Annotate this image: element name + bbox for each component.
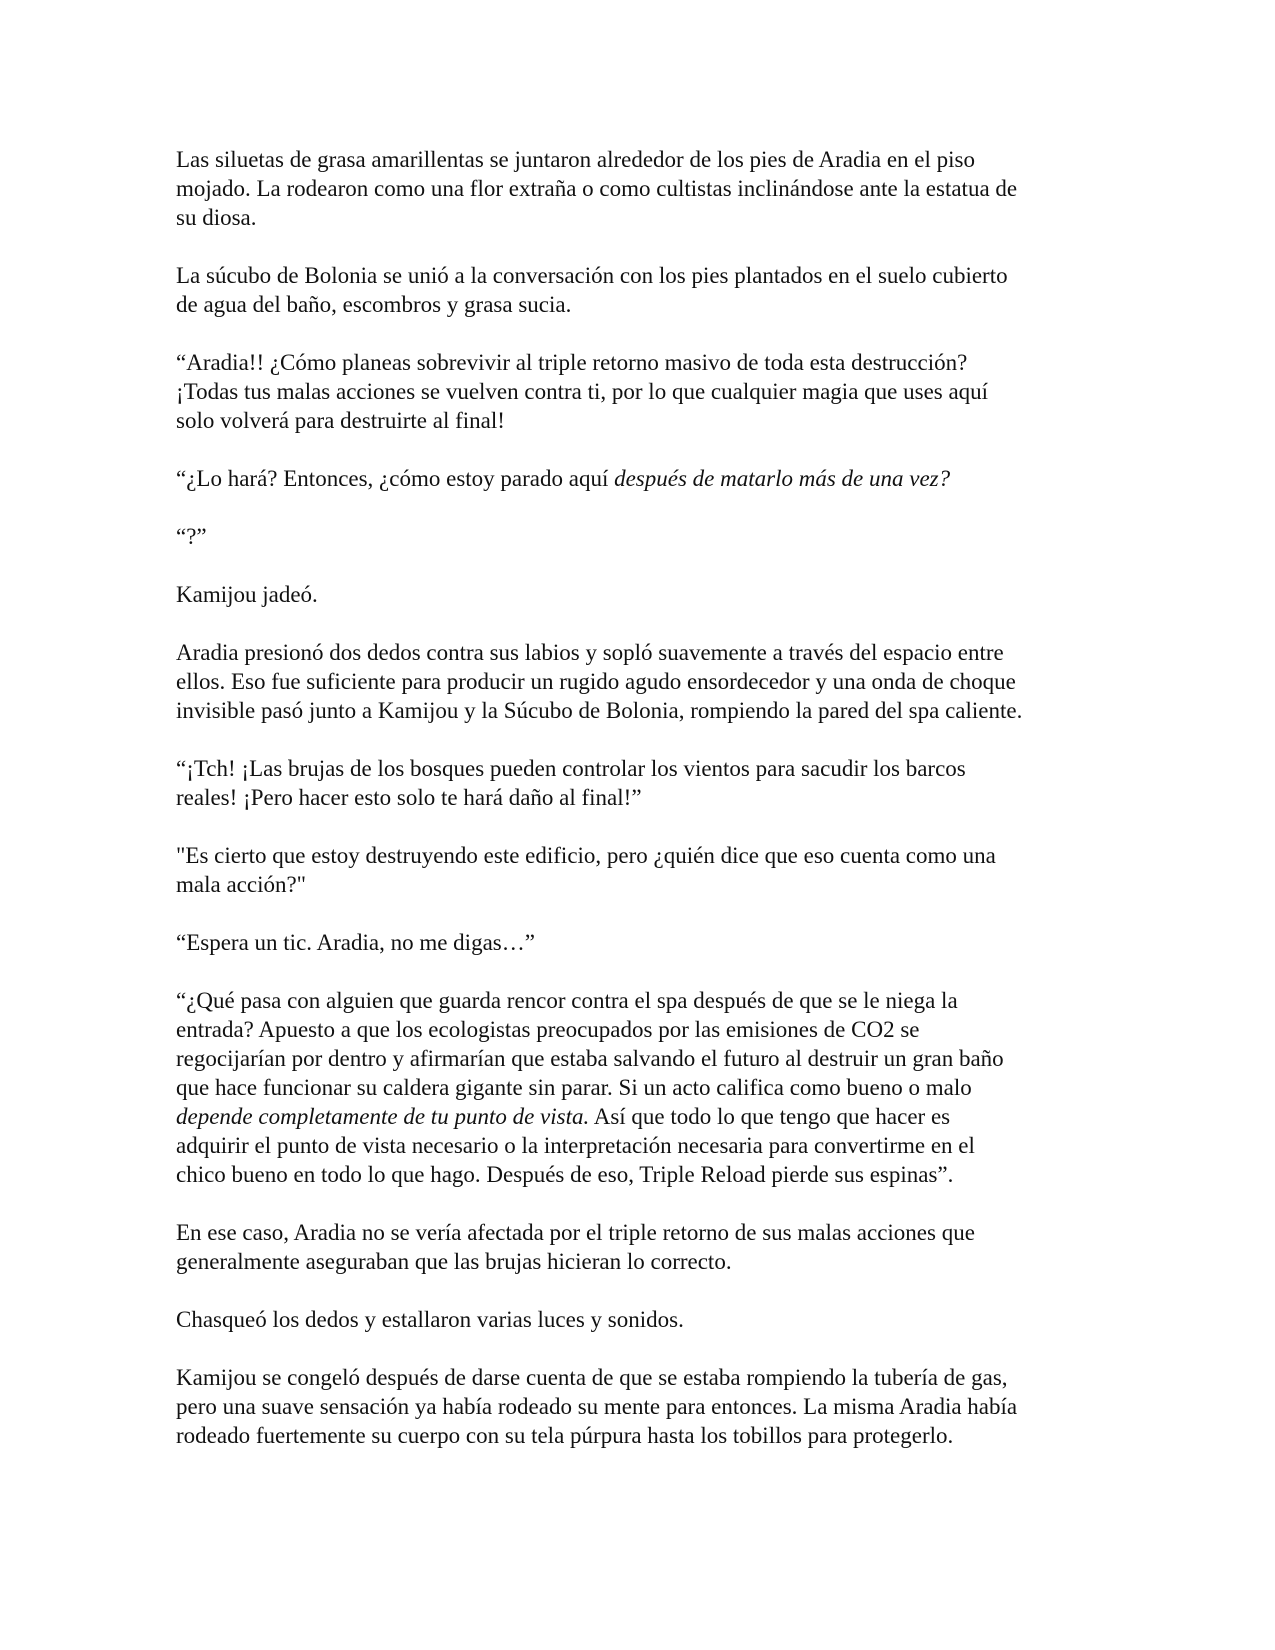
paragraph (176, 261, 1106, 319)
text-segment: Chasqueó los dedos y estallaron varias luces y sonidos. (176, 1307, 684, 1332)
text-segment: “?” (176, 524, 207, 549)
text-segment: Kamijou jadeó. (176, 582, 318, 607)
paragraph (176, 145, 1106, 232)
paragraph (176, 1363, 1106, 1450)
text-segment: Kamijou se congeló después de darse cuenta de que se estaba rompiendo la tubería de gas, pero una suave sensación ya había rodeado su mente para entonces. La misma Aradia había rodeado fuertemente su cuerpo con su tela púrpura hasta los tobillos para protegerlo. (176, 1365, 1018, 1448)
paragraph (176, 464, 1106, 493)
paragraph (176, 522, 1106, 551)
text-segment: Aradia presionó dos dedos contra sus labios y sopló suavemente a través del espacio entre ellos. Eso fue suficiente para producir un rugido agudo ensordecedor y una onda de choque invisible pasó junto a Kamijou y la Súcubo de Bolonia, rompiendo la pared del spa caliente. (176, 640, 1023, 723)
paragraph (176, 841, 1106, 899)
text-segment: “¿Qué pasa con alguien que guarda rencor contra el spa después de que se le niega la entrada? Apuesto a que los ecologistas preocupados por las emisiones de CO2 se regocijarían por dentro y afirmarían que estaba salvando el futuro al destruir un gran baño que hace funcionar su caldera gigante sin parar. Si un acto califica como bueno o malo (176, 988, 1004, 1100)
text-segment: “Aradia!! ¿Cómo planeas sobrevivir al triple retorno masivo de toda esta destrucción? ¡Todas tus malas acciones se vuelven contra ti, por lo que cualquier magia que uses aquí solo volverá para destruirte al final! (176, 350, 989, 433)
paragraph (176, 638, 1106, 725)
paragraph (176, 348, 1106, 435)
document-page (176, 145, 1106, 1479)
paragraph (176, 928, 1106, 957)
text-segment: "Es cierto que estoy destruyendo este edificio, pero ¿quién dice que eso cuenta como una mala acción?" (176, 843, 996, 897)
text-segment: En ese caso, Aradia no se vería afectada por el triple retorno de sus malas acciones que generalmente aseguraban que las brujas hicieran lo correcto. (176, 1220, 975, 1274)
text-segment: “¡Tch! ¡Las brujas de los bosques pueden controlar los vientos para sacudir los barcos reales! ¡Pero hacer esto solo te hará daño al final!” (176, 756, 966, 810)
text-segment: La súcubo de Bolonia se unió a la conversación con los pies plantados en el suelo cubierto de agua del baño, escombros y grasa sucia. (176, 263, 1008, 317)
text-segment: “¿Lo hará? Entonces, ¿cómo estoy parado aquí (176, 466, 615, 491)
text-segment: Así que todo lo que tengo que hacer es adquirir el punto de vista necesario o la interpretación necesaria para convertirme en el chico bueno en todo lo que hago. Después de eso, Triple Reload pierde sus espinas”. (176, 1104, 975, 1187)
paragraph (176, 1218, 1106, 1276)
italic-text-segment: depende completamente de tu punto de vista. (176, 1104, 590, 1129)
paragraph (176, 580, 1106, 609)
paragraph (176, 754, 1106, 812)
italic-text-segment: después de matarlo más de una vez? (614, 466, 951, 491)
text-segment: Las siluetas de grasa amarillentas se juntaron alrededor de los pies de Aradia en el piso mojado. La rodearon como una flor extraña o como cultistas inclinándose ante la estatua de su diosa. (176, 147, 1018, 230)
text-segment: “Espera un tic. Aradia, no me digas…” (176, 930, 535, 955)
paragraph (176, 1305, 1106, 1334)
paragraph (176, 986, 1106, 1189)
